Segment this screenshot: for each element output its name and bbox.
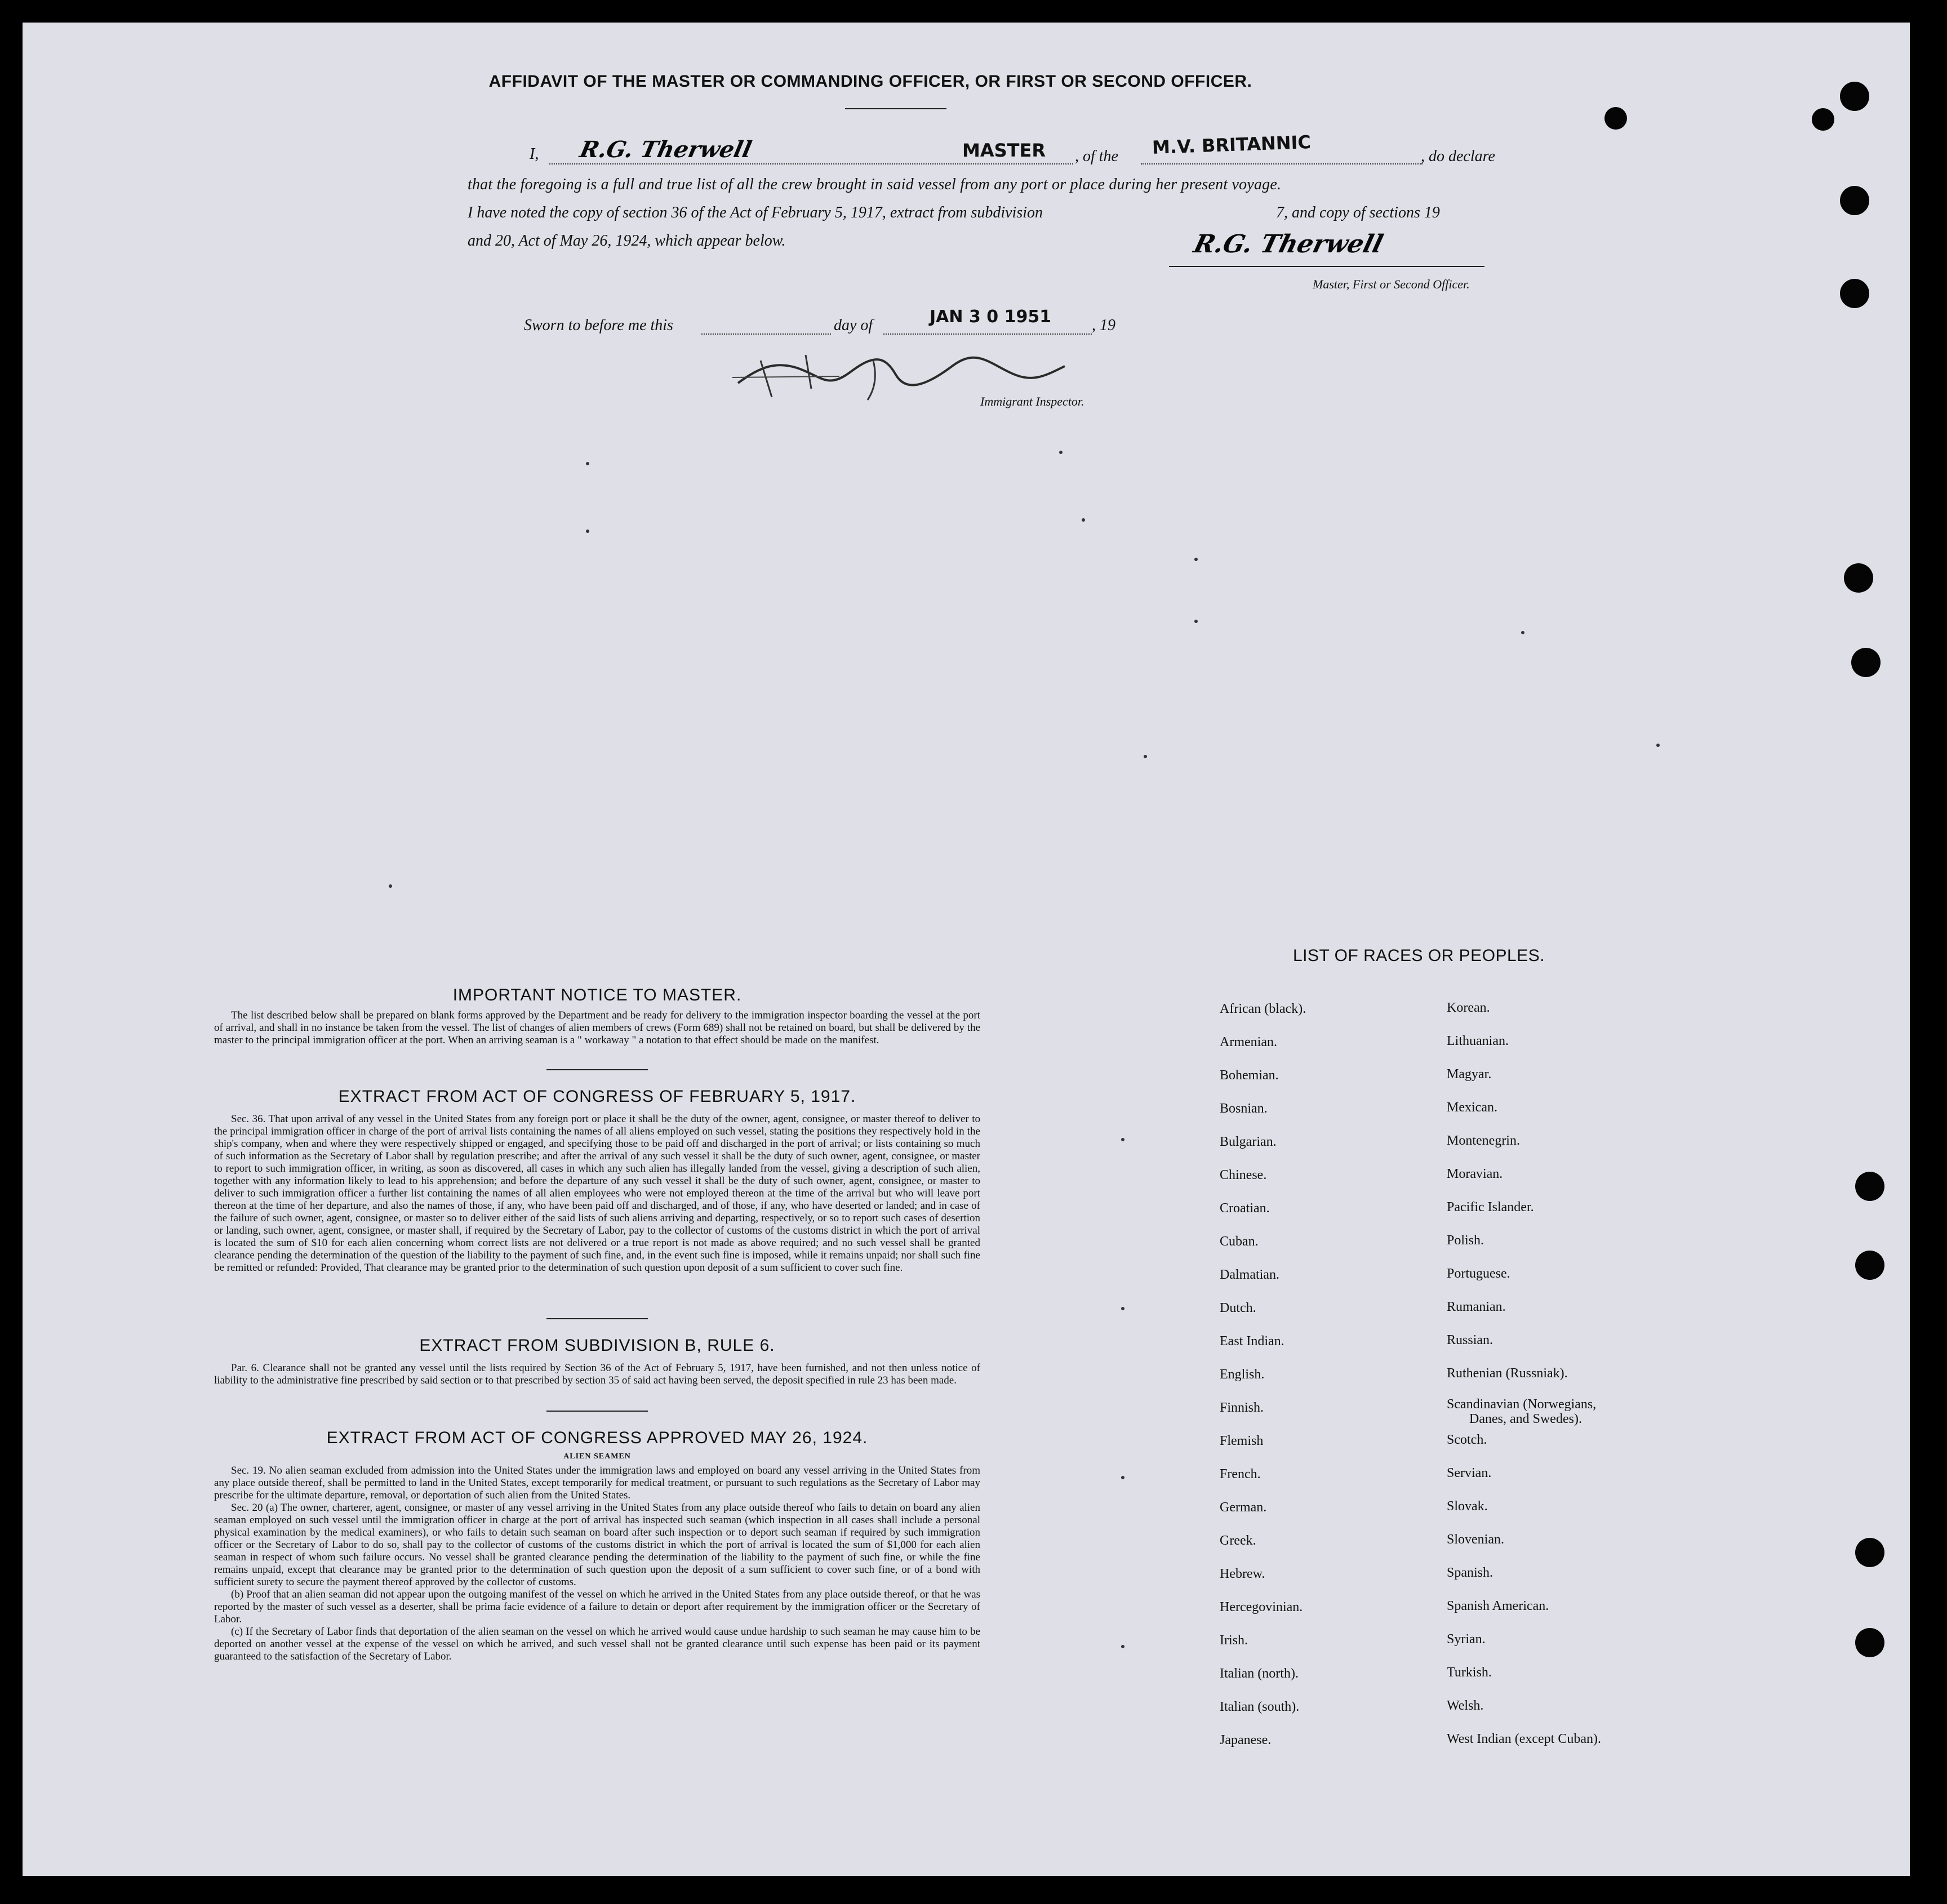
races-title: LIST OF RACES OR PEOPLES.	[1293, 946, 1545, 965]
race-item: Servian.	[1447, 1466, 1492, 1480]
stray-mark	[1521, 631, 1524, 634]
sworn-month-line	[883, 333, 1092, 335]
document-page	[23, 23, 1910, 1876]
extract-rule6-rule	[546, 1411, 648, 1412]
i-label: I,	[530, 145, 539, 163]
master-signature[interactable]: R.G. Therwell	[1190, 230, 1386, 259]
extract-1917-body	[214, 1113, 980, 1274]
extract-1917-title: EXTRACT FROM ACT OF CONGRESS OF FEBRUARY 5, 1917.	[338, 1087, 856, 1106]
race-item: Ruthenian (Russniak).	[1447, 1366, 1568, 1381]
race-item: Pacific Islander.	[1447, 1200, 1534, 1215]
stray-mark	[1656, 744, 1660, 747]
race-item: Italian (north).	[1220, 1666, 1299, 1681]
extract-1924-sec20c: (c) If the Secretary of Labor finds that deportation of the alien seaman on the vessel on which he arrived would cause undue hardship to such seaman he may cause him to be deported on another vessel at the expense of the vessel on which he arrived, and such vessel shall not be granted clearance until such expense has been paid or its payment guaranteed to the satisfaction of the Secretary of Labor.	[214, 1626, 980, 1662]
year-suffix: , 19	[1092, 317, 1115, 334]
stray-mark	[1082, 518, 1085, 522]
race-item: Flemish	[1220, 1434, 1264, 1448]
notice-body	[214, 1009, 980, 1047]
vessel-line	[1141, 163, 1423, 164]
race-item: Rumanian.	[1447, 1300, 1506, 1314]
race-item: Russian.	[1447, 1333, 1493, 1347]
race-item: Scotch.	[1447, 1433, 1487, 1447]
sworn-label: Sworn to before me this	[524, 317, 673, 334]
notice-title: IMPORTANT NOTICE TO MASTER.	[452, 986, 742, 1004]
punch-hole	[1855, 1172, 1884, 1201]
race-item: Turkish.	[1447, 1665, 1492, 1680]
stray-mark	[1059, 451, 1063, 454]
notice-rule	[546, 1069, 648, 1070]
extract-1917-paragraph: Sec. 36. That upon arrival of any vessel in the United States from any foreign port or place it shall be the duty of the owner, agent, consignee, or master thereof to deliver to the principal immigration officer in charge of the port of arrival lists containing the names of all aliens employed on such vessel, stating the positions they respectively hold in the ship's company, when and where they were respectively shipped or engaged, and specifying those to be paid off and discharged in the port of arrival; or lists containing so much of such information as the Secretary of Labor shall by regulation prescribe; and after the arrival of any such vessel it shall be the duty of such owner, agent, consignee, or master to report to such immigration officer, in writing, as soon as discovered, all cases in which any such alien has illegally landed from the vessel, giving a description of such alien, together with any information likely to lead to his apprehension; and before the departure of any such vessel it shall be the duty of such owner, agent, consignee, or master to deliver to such immigration officer a further list containing the names of all alien employees who were not employed thereon at the time of the arrival but who will leave port thereon at the time of her departure, and also the names of those, if any, who have been paid off and discharged, and of those, if any, who have deserted or landed; and in case of the failure of such owner, agent, consignee, or master so to deliver either of the said lists of such aliens arriving and departing, respectively, or so to report such cases of desertion or landing, such owner, agent, consignee, or master shall, if required by the Secretary of Labor, pay to the collector of customs of the customs district in which the port of arrival is located the sum of $10 for each alien concerning whom correct lists are not delivered or a true report is not made as above required; and no such vessel shall be granted clearance pending the determination of the question of the liability to the payment of such fine, and, in the event such fine is imposed, while it remains unpaid; nor shall such fine be remitted or refunded: Provided, That clearance may be granted prior to the determination of such question upon deposit of a sum sufficient to cover such fine.	[214, 1113, 980, 1274]
race-item: Hercegovinian.	[1220, 1600, 1303, 1614]
race-item: Welsh.	[1447, 1698, 1484, 1713]
race-item: Korean.	[1447, 1000, 1490, 1015]
race-item: Armenian.	[1220, 1035, 1277, 1049]
race-item: Portuguese.	[1447, 1266, 1510, 1281]
date-stamp[interactable]: JAN 3 0 1951	[930, 307, 1052, 327]
sworn-day-line	[701, 333, 831, 335]
race-item: West Indian (except Cuban).	[1447, 1732, 1601, 1746]
extract-1924-sec19: Sec. 19. No alien seaman excluded from admission into the United States under the immigration laws and employed on board any vessel arriving in the United States from any place outside thereof, shall be permitted to land in the United States, except temporarily for medical treatment, or pursuant to such regulations as the Secretary of Labor may prescribe for the ultimate departure, removal, or deportation of such alien from the United States.	[214, 1465, 980, 1501]
stray-mark	[1144, 755, 1147, 758]
extract-rule6-title: EXTRACT FROM SUBDIVISION B, RULE 6.	[419, 1336, 775, 1355]
officer-name[interactable]: R.G. Therwell	[577, 136, 754, 163]
stray-mark	[586, 462, 589, 465]
race-item: Bohemian.	[1220, 1068, 1279, 1083]
race-item: Lithuanian.	[1447, 1034, 1509, 1048]
punch-hole	[1855, 1628, 1884, 1657]
extract-1924-sec20b: (b) Proof that an alien seaman did not appear upon the outgoing manifest of the vessel on which he arrived in the United States from any place outside thereof, or that he was reported by the master of such vessel as a deserter, shall be prima facie evidence of a failure to detain or deport after requirement by the immigration officer or the Secretary of Labor.	[214, 1589, 980, 1625]
punch-hole	[1851, 648, 1881, 677]
race-item: Croatian.	[1220, 1201, 1270, 1216]
race-item: Magyar.	[1447, 1067, 1492, 1082]
race-item: English.	[1220, 1367, 1265, 1382]
race-item: Chinese.	[1220, 1168, 1267, 1182]
extract-1924-body	[214, 1465, 980, 1663]
race-item: Bulgarian.	[1220, 1135, 1277, 1149]
stray-mark	[389, 884, 392, 888]
declaration-line-2: that the foregoing is a full and true list of all the crew brought in said vessel from any port or place during her present voyage.	[468, 176, 1282, 193]
race-item: Scandinavian (Norwegians,	[1447, 1397, 1597, 1412]
vessel-stamp[interactable]: M.V. BRITANNIC	[1152, 131, 1312, 158]
extract-rule6-body	[214, 1362, 980, 1387]
race-item: Cuban.	[1220, 1234, 1259, 1249]
stray-mark	[586, 530, 589, 533]
race-item: Hebrew.	[1220, 1567, 1265, 1581]
race-item: Finnish.	[1220, 1400, 1264, 1415]
notice-paragraph: The list described below shall be prepared on blank forms approved by the Department and be ready for delivery to the immigration inspector boarding the vessel at the port of arrival, and shall in no instance be taken from the vessel. The list of changes of alien members of crews (Form 689) shall not be retained on board, but shall be delivered by the master to the principal immigration officer at the port. When an arriving seaman is a " workaway " a notation to that effect should be made on the manifest.	[214, 1009, 980, 1046]
rank-stamp[interactable]: MASTER	[962, 140, 1046, 161]
day-of-label: day of	[834, 317, 873, 334]
name-line	[549, 163, 1073, 164]
race-item: Spanish American.	[1447, 1599, 1549, 1613]
race-item: Montenegrin.	[1447, 1133, 1520, 1148]
punch-hole	[1840, 82, 1869, 111]
extract-rule6-paragraph: Par. 6. Clearance shall not be granted any vessel until the lists required by Section 36 of the Act of February 5, 1917, have been furnished, and not then unless notice of liability to the administrative fine prescribed by said section or to that prescribed by section 35 of said act having been served, the deposit specified in rule 23 has been made.	[214, 1362, 980, 1386]
do-declare-label: , do declare	[1421, 148, 1495, 165]
race-item: Japanese.	[1220, 1733, 1272, 1747]
race-item: Slovenian.	[1447, 1532, 1504, 1547]
stray-mark	[1194, 558, 1198, 561]
extract-1924-title: EXTRACT FROM ACT OF CONGRESS APPROVED MAY 26, 1924.	[326, 1429, 868, 1447]
race-item: Slovak.	[1447, 1499, 1488, 1514]
race-item: Mexican.	[1447, 1100, 1497, 1115]
stray-mark	[1194, 620, 1198, 623]
declaration-line-3a: I have noted the copy of section 36 of the Act of February 5, 1917, extract from subdivision	[468, 204, 1043, 221]
inspector-caption: Immigrant Inspector.	[980, 394, 1084, 408]
declaration-line-4: and 20, Act of May 26, 1924, which appear below.	[468, 232, 786, 250]
stray-mark	[1121, 1307, 1124, 1310]
punch-hole	[1840, 186, 1869, 215]
extract-1917-rule	[546, 1318, 648, 1319]
affidavit-title: AFFIDAVIT OF THE MASTER OR COMMANDING OFFICER, OR FIRST OR SECOND OFFICER.	[488, 72, 1252, 91]
stray-mark	[1121, 1138, 1124, 1141]
race-item: African (black).	[1220, 1002, 1306, 1016]
punch-hole	[1604, 107, 1627, 130]
race-item: Dalmatian.	[1220, 1267, 1279, 1282]
of-the-label: , of the	[1075, 148, 1118, 165]
signature-rule	[1169, 266, 1484, 267]
punch-hole	[1855, 1538, 1884, 1567]
extract-1924-subtitle: ALIEN SEAMEN	[563, 1452, 631, 1461]
race-item: Spanish.	[1447, 1565, 1493, 1580]
race-item: French.	[1220, 1467, 1261, 1482]
punch-hole	[1840, 279, 1869, 308]
race-item: Moravian.	[1447, 1167, 1503, 1181]
race-item: Greek.	[1220, 1533, 1256, 1548]
punch-hole	[1812, 108, 1834, 131]
race-item: Bosnian.	[1220, 1101, 1268, 1116]
stray-mark	[1121, 1645, 1124, 1648]
race-item: Italian (south).	[1220, 1700, 1300, 1714]
punch-hole	[1844, 563, 1873, 593]
extract-1924-sec20a: Sec. 20 (a) The owner, charterer, agent, consignee, or master of any vessel arriving in the United States from any place outside thereof who fails to detain on board any alien seaman employed on such vessel until the immigration officer in charge at the port of arrival has inspected such seaman (which inspection in all cases shall include a personal physical examination by the medical examiners), or who fails to detain such seaman on board after such inspection or to deport such seaman if required by such immigration officer or the Secretary of Labor to do so, shall pay to the collector of customs of the customs district in which the port of arrival is located the sum of $1,000 for each alien seaman in respect of whom such failure occurs. No vessel shall be granted clearance pending the determination of the liability to the payment of such fine, or while the fine remains unpaid, except that clearance may be granted prior to the determination of such question upon the deposit of a sum sufficient to cover such fine, or of a bond with sufficient surety to secure the payment thereof approved by the collector of customs.	[214, 1502, 980, 1588]
punch-hole	[1855, 1251, 1884, 1280]
race-item: Dutch.	[1220, 1301, 1256, 1315]
declaration-line-3b: 7, and copy of sections 19	[1276, 204, 1440, 221]
race-item: Syrian.	[1447, 1632, 1486, 1647]
race-item: Polish.	[1447, 1233, 1484, 1248]
race-item: East Indian.	[1220, 1334, 1284, 1349]
race-item: German.	[1220, 1500, 1267, 1515]
signature-caption: Master, First or Second Officer.	[1313, 277, 1470, 291]
title-rule	[845, 108, 946, 109]
race-item: Danes, and Swedes).	[1469, 1412, 1582, 1426]
stray-mark	[1121, 1476, 1124, 1479]
race-item: Irish.	[1220, 1633, 1248, 1648]
